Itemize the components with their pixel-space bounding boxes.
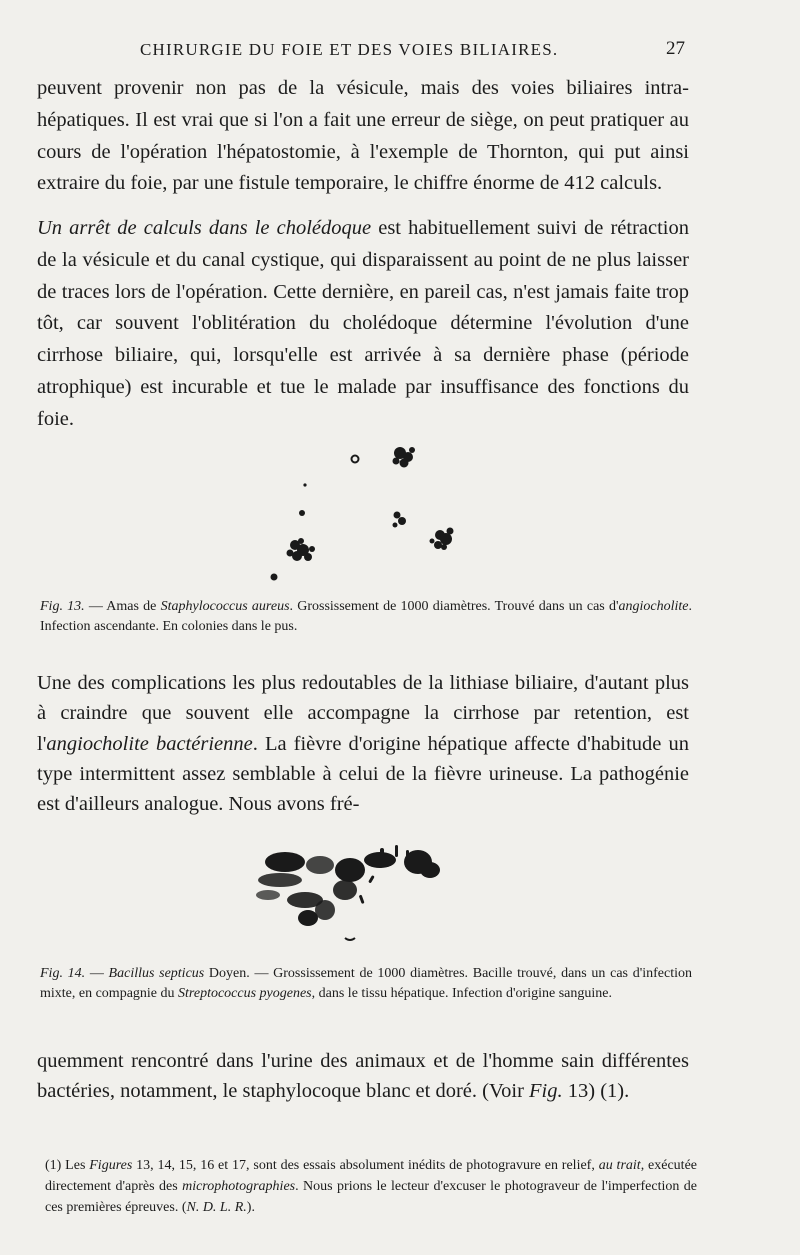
editorial-note-signature: N. D. L. R. bbox=[186, 1200, 247, 1215]
disease-name: angiocholite bbox=[618, 599, 689, 614]
paragraph-2-text: est habituellement suivi de rétraction de la vésicule et du canal cystique, qui disparaissent au point de ne plus laisser de traces lors de l'opération. Cette dernière, en pareil cas, n'est jamais faite trop tôt, car souvent l'oblitération du cholédoque détermine l'évolution d'une cirrhose biliaire, qui, lorsqu'elle est arrivée à sa dernière phase (période atrophique) est incurable et tue le malade par insuffisance des fonctions du foie. bbox=[37, 217, 689, 430]
figure-14-label: Fig. 14. bbox=[40, 966, 86, 981]
coccus-cluster bbox=[287, 538, 316, 561]
coccus-cluster bbox=[393, 447, 416, 468]
coccus-cluster bbox=[393, 512, 407, 528]
figure-13-caption: Fig. 13. — Amas de Staphylococcus aureus. Grossissement de 1000 diamètres. Trouvé dans un cas d'angiocholite. Infection ascendante. En colonies dans le pus. bbox=[40, 599, 692, 634]
organism-name: Staphylococcus aureus bbox=[160, 599, 290, 614]
figure-14-caption: Fig. 14. — Bacillus septicus Doyen. — Grossissement de 1000 diamètres. Bacille trouvé, dans un cas d'infection mixte, en compagnie du Streptococcus pyogenes, dans le tissu hépatique. Infection d'origine sanguine. bbox=[40, 966, 692, 1001]
footnote: (1) Les Figures 13, 14, 15, 16 et 17, sont des essais absolument inédits de photogravure en relief, au trait, exécutée directement d'après des microphotographies. Nous prions le lecteur d'excuser le photograveur de l'imperfection de ces premières épreuves. (N. D. L. R.). bbox=[45, 1158, 697, 1215]
figure-13-label: Fig. 13. bbox=[40, 599, 85, 614]
coccus-dot bbox=[299, 510, 305, 516]
paragraph-1-text: peuvent provenir non pas de la vésicule, mais des voies biliaires intra-hépatiques. Il est vrai que si l'on a fait une erreur de siège, on peut pratiquer au cours de l'opération l'hépatostomie, à l'exemple de Thornton, qui put ainsi extraire du foie, par une fistule temporaire, le chiffre énorme de 412 calculs. bbox=[37, 77, 689, 195]
page-number: 27 bbox=[666, 38, 685, 59]
coccus-dot bbox=[352, 456, 359, 463]
figure-14-micrograph bbox=[250, 840, 470, 955]
organism-name-2: Streptococcus pyogenes bbox=[178, 986, 312, 1001]
coccus-cluster bbox=[430, 528, 454, 551]
figure-reference: Fig. bbox=[529, 1080, 563, 1102]
coccus-dot bbox=[303, 483, 306, 486]
paragraph-2 bbox=[37, 213, 689, 436]
coccus-dot bbox=[271, 574, 278, 581]
paragraph-3: Une des complications les plus redoutables de la lithiase biliaire, d'autant plus à craindre que souvent elle accompagne la cirrhose par retention, est l'angiocholite bactérienne. La fièvre d'origine hépatique affecte d'habitude un type intermittent assez semblable à celui de la fièvre urineuse. La pathogénie est d'ailleurs analogue. Nous avons fré- bbox=[37, 672, 689, 816]
paragraph-1 bbox=[37, 73, 689, 200]
paragraph-3-italic: angiocholite bactérienne bbox=[46, 732, 253, 755]
organism-name: Bacillus septicus bbox=[108, 966, 205, 981]
running-header bbox=[140, 40, 685, 60]
figure-13-micrograph bbox=[260, 435, 490, 585]
bacilli-mass bbox=[256, 845, 440, 940]
running-title: CHIRURGIE DU FOIE ET DES VOIES BILIAIRES. bbox=[140, 40, 559, 59]
paragraph-2-italic-lead: Un arrêt de calculs dans le cholédoque bbox=[37, 217, 372, 239]
paragraph-4: quemment rencontré dans l'urine des animaux et de l'homme sain différentes bactéries, notamment, le staphylocoque blanc et doré. (Voir Fig. 13) (1). bbox=[37, 1050, 689, 1102]
